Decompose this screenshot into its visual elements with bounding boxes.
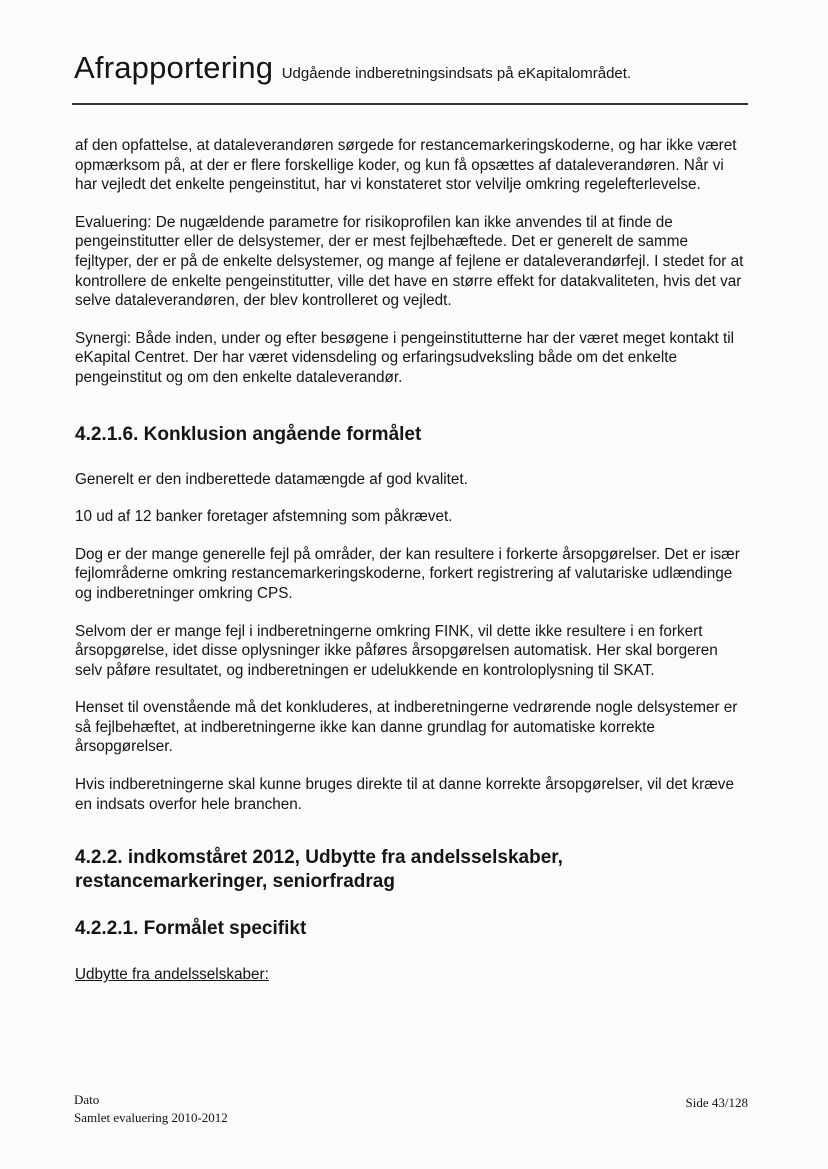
paragraph: Generelt er den indberettede datamængde af god kvalitet. (75, 470, 468, 488)
paragraph: Evaluering: De nugældende parametre for risikoprofilen kan ikke anvendes til at finde de pengeinstitutter eller de delsystemer, der er mest fejlbehæftede. Det er generelt de samme fejltyper, der er på de enkelte delsystemer, og mange af fejlene er dataleverandørfejl. I stedet for at kontrollere de enkelte pengeinstitutter, ville det have en større effekt for datakvaliteten, hvis det var selve dataleverandøren, der blev kontrolleret og vejledt. (75, 213, 744, 310)
header-title: Afrapportering (74, 50, 274, 85)
underlined-label: Udbytte fra andelsselskaber: (75, 966, 269, 984)
paragraph: Henset til ovenstående må det konkluderes, at indberetningerne vedrørende nogle delsystemer er så fejlbehæftet, at indberetningerne ikke kan danne grundlag for automatiske korrekte årsopgørelser. (75, 699, 738, 756)
header-subtitle: Udgående indberetningsindsats på eKapitalområdet. (281, 65, 632, 82)
footer-page-number: Side 43/128 (685, 1095, 748, 1110)
paragraph: Hvis indberetningerne skal kunne bruges direkte til at danne korrekte årsopgørelser, vil det kræve en indsats overfor hele branchen. (75, 776, 734, 813)
paragraph: Selvom der er mange fejl i indberetningerne omkring FINK, vil dette ikke resultere i en forkert årsopgørelse, idet disse oplysninger ikke påføres årsopgørelsen automatisk. Her skal borgeren selv påføre resultatet, og indberetningen er udelukkende en kontroloplysning til SKAT. (75, 622, 718, 679)
paragraph: Synergi: Både inden, under og efter besøgene i pengeinstitutterne har der været meget kontakt til eKapital Centret. Der har været vidensdeling og erfaringsudveksling både om det enkelte pengeinstitut og om den enkelte dataleverandør. (75, 329, 735, 386)
footer-date-label: Dato (74, 1092, 100, 1107)
paragraph: 10 ud af 12 banker foretager afstemning som påkrævet. (75, 508, 453, 526)
header-divider (72, 103, 748, 105)
paragraph: af den opfattelse, at dataleverandøren sørgede for restancemarkeringskoderne, og har ikke været opmærksom på, at der er flere forskellige koder, og kun få opsættes af dataleverandøren. Når vi har vejledt det enkelte pengeinstitut, har vi konstateret stor velvilje omkring regelefterlevelse. (75, 137, 737, 194)
paragraph: Dog er der mange generelle fejl på områder, der kan resultere i forkerte årsopgørelser. Det er især fejlområderne omkring restancemarkeringskoderne, forkert registrering af valutariske udlændinge og indberetninger omkring CPS. (75, 545, 740, 602)
page-header (74, 50, 748, 86)
section-heading: 4.2.1.6. Konklusion angående formålet (75, 423, 422, 445)
footer-document-name: Samlet evaluering 2010-2012 (74, 1110, 228, 1125)
footer-left (74, 1091, 228, 1127)
page-body (75, 136, 747, 1003)
subsection-heading: 4.2.2.1. Formålet specifikt (75, 918, 307, 940)
section-heading: 4.2.2. indkomståret 2012, Udbytte fra andelsselskaber, restancemarkeringer, seniorfradrag (75, 847, 563, 893)
